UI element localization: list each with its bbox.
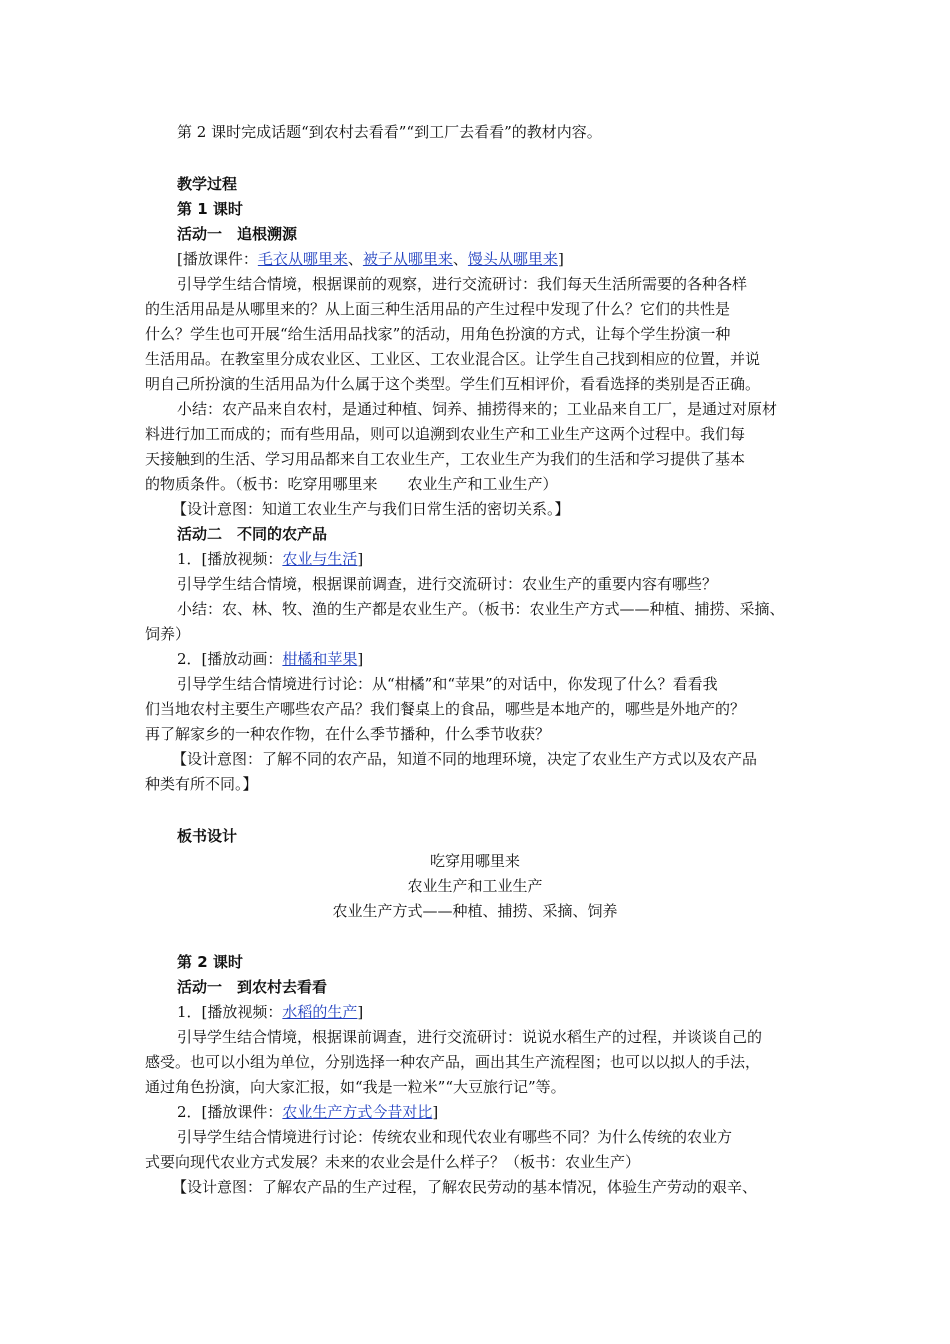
- link-bun-origin[interactable]: 馒头从哪里来: [467, 250, 558, 268]
- paragraph-line: 通过角色扮演，向大家汇报，如“我是一粒米”“大豆旅行记”等。: [145, 1078, 566, 1096]
- paragraph-line: 式要向现代农业方式发展？未来的农业会是什么样子？（板书：农业生产）: [145, 1153, 641, 1171]
- paragraph-line: 生活用品。在教室里分成农业区、工业区、工农业混合区。让学生自己找到相应的位置，并说: [145, 350, 761, 368]
- paragraph-line: 感受。也可以小组为单位，分别选择一种农产品，画出其生产流程图；也可以以拟人的手法，: [145, 1053, 761, 1071]
- link-farming-then-and-now[interactable]: 农业生产方式今昔对比: [282, 1103, 433, 1121]
- link-agriculture-and-life[interactable]: 农业与生活: [282, 550, 358, 568]
- l2-activity1-item1: [177, 1000, 825, 1024]
- lesson1-heading: 第 1 课时: [177, 200, 243, 218]
- paragraph-line: 们当地农村主要生产哪些农产品？我们餐桌上的食品，哪些是本地产的，哪些是外地产的？: [145, 700, 746, 718]
- item-suffix: ]: [432, 1103, 439, 1121]
- l1-activity2-heading: 活动二 不同的农产品: [177, 525, 328, 543]
- board-line: 农业生产方式——种植、捕捞、采摘、饲养: [332, 902, 618, 920]
- paragraph-line: 引导学生结合情境进行讨论：传统农业和现代农业有哪些不同？为什么传统的农业方: [177, 1128, 733, 1146]
- item-suffix: ]: [357, 1003, 364, 1021]
- link-rice-production[interactable]: 水稻的生产: [282, 1003, 358, 1021]
- separator: 、: [347, 250, 363, 268]
- item-suffix: ]: [357, 550, 364, 568]
- paragraph-line: 什么？学生也可开展“给生活用品找家”的活动，用角色扮演的方式，让每个学生扮演一种: [145, 325, 731, 343]
- paragraph-line: 引导学生结合情境进行讨论：从“柑橘”和“苹果”的对话中，你发现了什么？看看我: [177, 675, 718, 693]
- summary-line: 小结：农产品来自农村，是通过种植、饲养、捕捞得来的；工业品来自工厂，是通过对原材: [177, 400, 778, 418]
- teaching-process-heading: 教学过程: [177, 175, 238, 193]
- paragraph-line: 引导学生结合情境，根据课前的观察，进行交流研讨：我们每天生活所需要的各种各样: [177, 275, 748, 293]
- summary-line: 的物质条件。（板书：吃穿用哪里来 农业生产和工业生产）: [145, 475, 558, 493]
- link-quilt-origin[interactable]: 被子从哪里来: [362, 250, 453, 268]
- item-suffix: ]: [357, 650, 364, 668]
- link-sweater-origin[interactable]: 毛衣从哪里来: [257, 250, 348, 268]
- l1-activity2-item2: [177, 647, 825, 671]
- board-design-heading: 板书设计: [177, 827, 238, 845]
- l1-activity2-item1: [177, 547, 825, 571]
- board-line: 吃穿用哪里来: [429, 852, 520, 870]
- design-intent-2-cont: 种类有所不同。】: [145, 775, 258, 793]
- paragraph-line: 引导学生结合情境，根据课前调查，进行交流研讨：农业生产的重要内容有哪些？: [177, 575, 718, 593]
- design-intent-3: 【设计意图：了解农产品的生产过程，了解农民劳动的基本情况，体验生产劳动的艰辛、: [172, 1178, 758, 1196]
- play-suffix: ]: [557, 250, 564, 268]
- design-intent-2: 【设计意图：了解不同的农产品，知道不同的地理环境，决定了农业生产方式以及农产品: [172, 750, 758, 768]
- intro-paragraph: 第 2 课时完成话题“到农村去看看”“到工厂去看看”的教材内容。: [177, 123, 602, 141]
- design-intent-1: 【设计意图：知道工农业生产与我们日常生活的密切关系。】: [172, 500, 570, 518]
- item-prefix: 1．[播放视频：: [177, 550, 283, 568]
- lesson2-heading: 第 2 课时: [177, 953, 243, 971]
- paragraph-line: 引导学生结合情境，根据课前调查，进行交流研讨：说说水稻生产的过程，并谈谈自己的: [177, 1028, 763, 1046]
- paragraph-line: 明自己所扮演的生活用品为什么属于这个类型。学生们互相评价，看看选择的类别是否正确。: [145, 375, 761, 393]
- link-citrus-and-apple[interactable]: 柑橘和苹果: [282, 650, 358, 668]
- summary-line: 饲养）: [145, 625, 191, 643]
- item-prefix: 1．[播放视频：: [177, 1003, 283, 1021]
- board-line: 农业生产和工业生产: [407, 877, 543, 895]
- l2-activity1-heading: 活动一 到农村去看看: [177, 978, 328, 996]
- l1-activity1-play-line: [177, 247, 825, 271]
- summary-line: 料进行加工而成的；而有些用品，则可以追溯到农业生产和工业生产这两个过程中。我们每: [145, 425, 746, 443]
- item-prefix: 2．[播放动画：: [177, 650, 283, 668]
- item-prefix: 2．[播放课件：: [177, 1103, 283, 1121]
- play-prefix: [播放课件：: [177, 250, 258, 268]
- summary-line: 天接触到的生活、学习用品都来自工农业生产，工农业生产为我们的生活和学习提供了基本: [145, 450, 746, 468]
- paragraph-line: 再了解家乡的一种农作物，在什么季节播种，什么季节收获？: [145, 725, 551, 743]
- summary-line: 小结：农、林、牧、渔的生产都是农业生产。（板书：农业生产方式——种植、捕捞、采摘、: [177, 600, 785, 618]
- paragraph-line: 的生活用品是从哪里来的？从上面三种生活用品的产生过程中发现了什么？它们的共性是: [145, 300, 731, 318]
- l1-activity1-heading: 活动一 追根溯源: [177, 225, 298, 243]
- l2-activity1-item2: [177, 1100, 825, 1124]
- separator: 、: [452, 250, 468, 268]
